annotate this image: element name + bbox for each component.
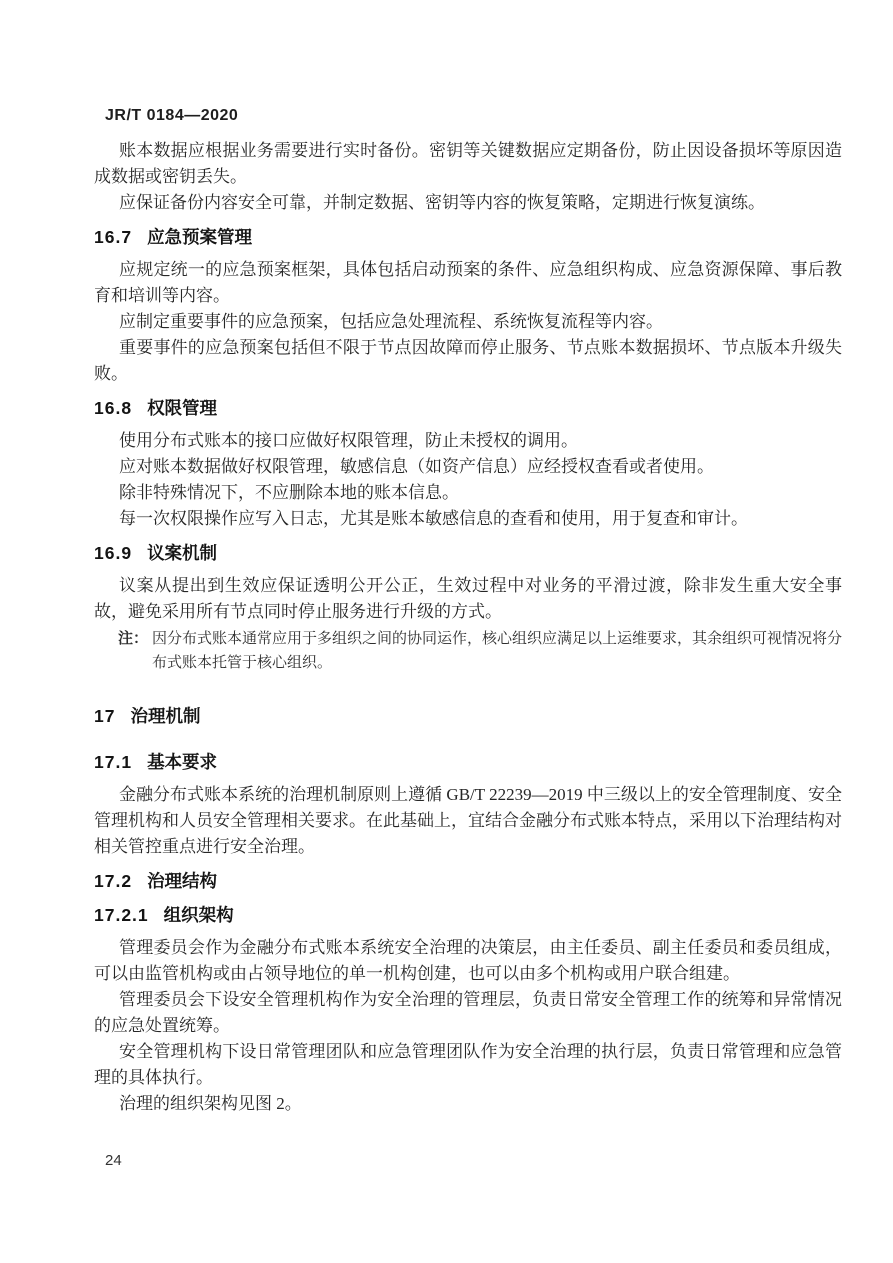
heading-number: 17.1 xyxy=(94,752,133,772)
body-paragraph: 重要事件的应急预案包括但不限于节点因故障而停止服务、节点账本数据损坏、节点版本升级失败。 xyxy=(94,338,842,383)
body-paragraph: 安全管理机构下设日常管理团队和应急管理团队作为安全治理的执行层，负责日常管理和应急管理的具体执行。 xyxy=(94,1042,842,1087)
body-paragraph: 每一次权限操作应写入日志，尤其是账本敏感信息的查看和使用，用于复查和审计。 xyxy=(119,509,748,528)
heading-title: 应急预案管理 xyxy=(147,227,253,247)
section-heading-17-1 xyxy=(94,751,842,773)
body-paragraph: 应规定统一的应急预案框架，具体包括启动预案的条件、应急组织构成、应急资源保障、事后教育和培训等内容。 xyxy=(94,260,842,305)
section-heading-16-9 xyxy=(94,542,842,564)
section-heading-17-2 xyxy=(94,870,842,892)
heading-number: 17.2 xyxy=(94,871,133,891)
heading-title: 基本要求 xyxy=(147,752,218,772)
body-paragraph: 金融分布式账本系统的治理机制原则上遵循 GB/T 22239—2019 中三级以上的安全管理制度、安全管理机构和人员安全管理相关要求。在此基础上，宜结合金融分布式账本特点，采用以下治理结构对相关管控重点进行安全治理。 xyxy=(94,785,842,856)
page-number: 24 xyxy=(105,1152,122,1169)
heading-title: 治理结构 xyxy=(147,871,218,891)
section-heading-16-7 xyxy=(94,226,842,248)
page-content xyxy=(94,0,842,1117)
heading-title: 权限管理 xyxy=(147,398,218,418)
body-paragraph: 议案从提出到生效应保证透明公开公正，生效过程中对业务的平滑过渡，除非发生重大安全事故，避免采用所有节点同时停止服务进行升级的方式。 xyxy=(94,576,842,621)
clause-heading-17 xyxy=(94,705,842,727)
note-label: 注： xyxy=(118,630,149,647)
heading-title: 议案机制 xyxy=(147,543,218,563)
heading-title: 组织架构 xyxy=(163,905,234,925)
body-paragraph: 账本数据应根据业务需要进行实时备份。密钥等关键数据应定期备份，防止因设备损坏等原因造成数据或密钥丢失。 xyxy=(94,141,842,186)
body-paragraph: 应对账本数据做好权限管理，敏感信息（如资产信息）应经授权查看或者使用。 xyxy=(119,457,714,476)
body-paragraph: 应保证备份内容安全可靠，并制定数据、密钥等内容的恢复策略，定期进行恢复演练。 xyxy=(119,193,765,212)
heading-number: 16.9 xyxy=(94,543,133,563)
running-header: JR/T 0184—2020 xyxy=(105,107,239,124)
body-paragraph: 应制定重要事件的应急预案，包括应急处理流程、系统恢复流程等内容。 xyxy=(119,312,663,331)
body-paragraph: 管理委员会下设安全管理机构作为安全治理的管理层，负责日常安全管理工作的统筹和异常情况的应急处置统筹。 xyxy=(94,990,842,1035)
body-paragraph: 使用分布式账本的接口应做好权限管理，防止未授权的调用。 xyxy=(119,431,578,450)
body-paragraph: 除非特殊情况下，不应删除本地的账本信息。 xyxy=(119,483,459,502)
body-paragraph: 治理的组织架构见图 2。 xyxy=(119,1094,302,1113)
heading-number: 16.8 xyxy=(94,398,133,418)
note-text: 因分布式账本通常应用于多组织之间的协同运作，核心组织应满足以上运维要求，其余组织可视情况将分布式账本托管于核心组织。 xyxy=(152,631,843,671)
section-heading-17-2-1 xyxy=(94,904,842,926)
note-block xyxy=(118,627,842,675)
section-heading-16-8 xyxy=(94,397,842,419)
heading-number: 17.2.1 xyxy=(94,905,149,925)
heading-number: 16.7 xyxy=(94,227,133,247)
heading-number: 17 xyxy=(94,706,116,726)
body-paragraph: 管理委员会作为金融分布式账本系统安全治理的决策层，由主任委员、副主任委员和委员组成，可以由监管机构或由占领导地位的单一机构创建，也可以由多个机构或用户联合组建。 xyxy=(94,938,842,983)
heading-title: 治理机制 xyxy=(130,706,201,726)
